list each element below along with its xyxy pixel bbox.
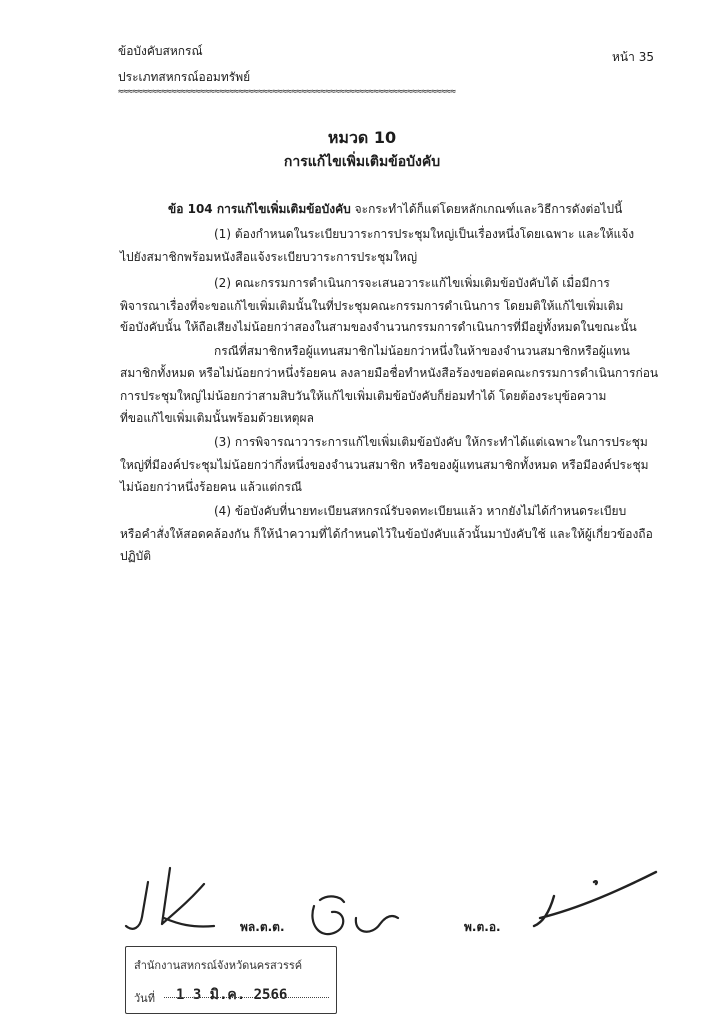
page-number-value: 35 [638, 50, 654, 64]
clause-2-line-2: พิจารณาเรื่องที่จะขอแก้ไขเพิ่มเติมนั้นในที่ประชุมคณะกรรมการดำเนินการ โดยมติให้แก้ไขเพิ่มเติม [120, 299, 624, 313]
stamp-office-name: สำนักงานสหกรณ์จังหวัดนครสวรรค์ [134, 959, 303, 972]
clause-4-line-2: หรือคำสั่งให้สอดคล้องกัน ก็ให้นำความที่ได้กำหนดไว้ในข้อบังคับแล้วนั้นมาบังคับใช้ และให้ผู้เกี่ยวข้องถือ [120, 527, 653, 541]
clause-3-line-3: ไม่น้อยกว่าหนึ่งร้อยคน แล้วแต่กรณี [120, 480, 303, 494]
page-label: หน้า [612, 50, 635, 64]
clause-2-line-3: ข้อบังคับนั้น ให้ถือเสียงไม่น้อยกว่าสองในสามของจำนวนกรรมการดำเนินการที่มีอยู่ทั้งหมดในขณะนั้น [120, 320, 637, 334]
clause-3-line-1: (3) การพิจารณาวาระการแก้ไขเพิ่มเติมข้อบังคับ ให้กระทำได้แต่เฉพาะในการประชุม [214, 435, 648, 449]
stamp-dotted-line [164, 997, 329, 998]
chapter-title: การแก้ไขเพิ่มเติมข้อบังคับ [283, 154, 441, 170]
header-cooperative-type: ประเภทสหกรณ์ออมทรัพย์ [118, 70, 251, 84]
clause-4-line-3: ปฏิบัติ [120, 549, 152, 563]
clause-1-line-1: (1) ต้องกำหนดในระเบียบวาระการประชุมใหญ่เป็นเรื่องหนึ่งโดยเฉพาะ และให้แจ้ง [214, 227, 635, 241]
right-signature-rank: พ.ต.อ. [464, 920, 501, 934]
clause-2-line-5: สมาชิกทั้งหมด หรือไม่น้อยกว่าหนึ่งร้อยคน ลงลายมือชื่อทำหนังสือร้องขอต่อคณะกรรมการดำเนินการก่อน [120, 366, 659, 380]
header-regulation-title: ข้อบังคับสหกรณ์ [118, 44, 203, 58]
chapter-heading [0, 126, 724, 151]
header-divider: ≈≈≈≈≈≈≈≈≈≈≈≈≈≈≈≈≈≈≈≈≈≈≈≈≈≈≈≈≈≈≈≈≈≈≈≈≈≈≈≈≈≈≈≈≈≈≈≈≈≈≈≈≈≈≈≈≈≈≈≈≈≈≈≈≈≈≈≈≈≈ [118, 87, 456, 97]
clause-2-line-6: การประชุมใหญ่ไม่น้อยกว่าสามสิบวันให้แก้ไขเพิ่มเติมข้อบังคับก็ย่อมทำได้ โดยต้องระบุข้อความ [120, 389, 607, 403]
left-signature-2 [300, 888, 400, 948]
clause-3-line-2: ใหญ่ที่มีองค์ประชุมไม่น้อยกว่ากึ่งหนึ่งของจำนวนสมาชิก หรือของผู้แทนสมาชิกทั้งหมด หรือมีองค์ประชุม [120, 458, 649, 472]
section-heading-line [168, 200, 622, 219]
page-number [612, 48, 654, 67]
chapter-label: หมวด [327, 128, 369, 147]
clause-2-line-1: (2) คณะกรรมการดำเนินการจะเสนอวาระแก้ไขเพิ่มเติมข้อบังคับได้ เมื่อมีการ [214, 276, 610, 290]
clause-1-line-2: ไปยังสมาชิกพร้อมหนังสือแจ้งระเบียบวาระการประชุมใหญ่ [120, 250, 418, 264]
left-signature-1 [118, 862, 228, 942]
clause-4-line-1: (4) ข้อบังคับที่นายทะเบียนสหกรณ์รับจดทะเบียนแล้ว หากยังไม่ได้กำหนดระเบียบ [214, 504, 627, 518]
clause-2-line-7: ที่ขอแก้ไขเพิ่มเติมนั้นพร้อมด้วยเหตุผล [120, 411, 314, 425]
stamp-date: 1 3 มิ.ค. 2566 [176, 987, 288, 1003]
section-intro: จะกระทำได้ก็แต่โดยหลักเกณฑ์และวิธีการดังต่อไปนี้ [354, 202, 623, 216]
clause-2-line-4: กรณีที่สมาชิกหรือผู้แทนสมาชิกไม่น้อยกว่าหนึ่งในห้าของจำนวนสมาชิกหรือผู้แทน [214, 344, 630, 358]
section-heading: ข้อ 104 การแก้ไขเพิ่มเติมข้อบังคับ [168, 202, 351, 216]
right-signature [520, 868, 660, 938]
stamp-date-label: วันที่ [134, 992, 155, 1005]
office-receipt-stamp [125, 946, 337, 1014]
left-signature-rank: พล.ต.ต. [240, 920, 285, 934]
chapter-number: 10 [373, 128, 397, 147]
